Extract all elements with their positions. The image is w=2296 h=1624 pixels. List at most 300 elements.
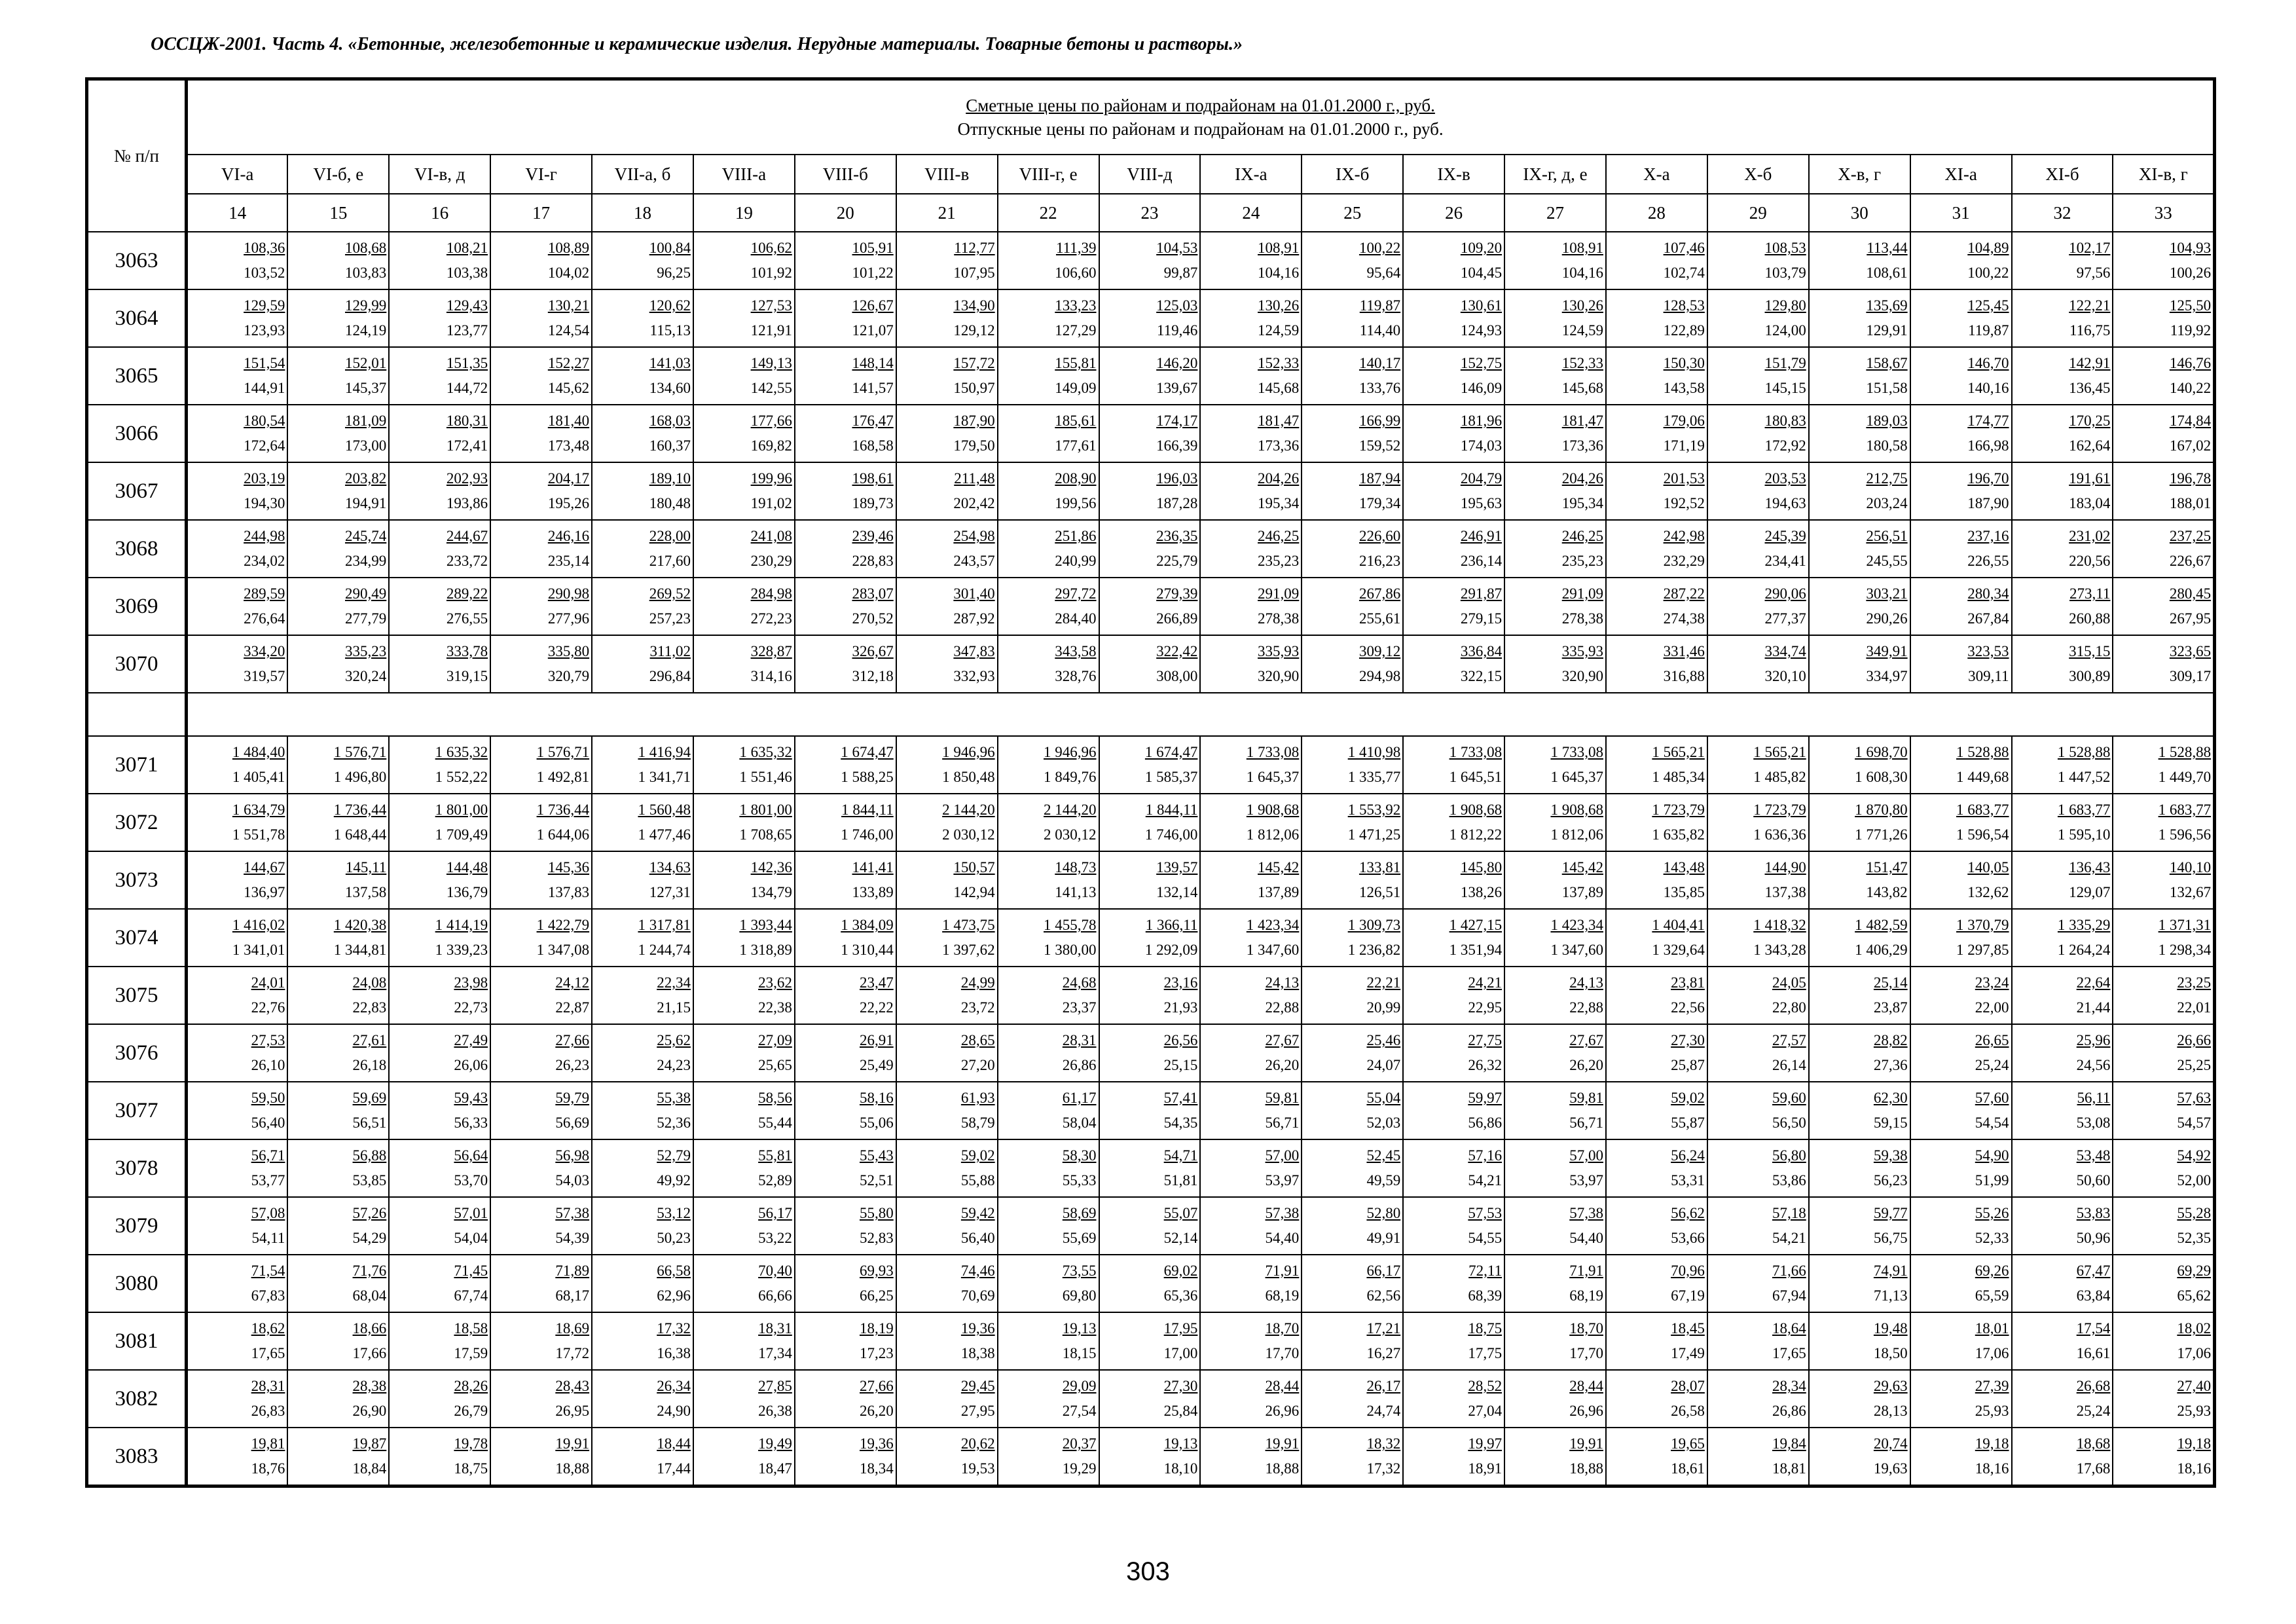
release-price: 1 645,51: [1449, 769, 1503, 785]
price-cell: [1099, 1082, 1201, 1139]
price-cell: [1403, 1370, 1504, 1428]
estimated-price: 1 674,47: [1144, 744, 1198, 760]
price-cell: [1910, 967, 2012, 1024]
price-cell: [1809, 1082, 1910, 1139]
release-price: 22,22: [859, 999, 894, 1016]
estimated-price: 203,82: [345, 470, 387, 487]
price-cell: [1504, 736, 1606, 794]
price-cell: [1606, 1024, 1707, 1082]
estimated-price: 236,35: [1156, 528, 1198, 544]
table-row: [87, 347, 2215, 405]
price-cell: [287, 635, 389, 693]
price-cell: [592, 1082, 693, 1139]
price-cell: [389, 967, 490, 1024]
estimated-price: 18,70: [1265, 1320, 1300, 1337]
estimated-price: 22,21: [1366, 974, 1401, 991]
estimated-price: 19,18: [2177, 1435, 2212, 1452]
price-cell: [490, 635, 592, 693]
release-price: 52,35: [2177, 1230, 2212, 1246]
release-price: 63,84: [2076, 1287, 2111, 1304]
estimated-price: 108,68: [345, 240, 387, 256]
estimated-price: 1 423,34: [1246, 917, 1300, 933]
price-cell: [896, 1139, 998, 1197]
release-price: 119,92: [2170, 322, 2212, 339]
estimated-price: 24,05: [1772, 974, 1806, 991]
estimated-price: 59,60: [1772, 1090, 1806, 1106]
price-cell: [2113, 1024, 2214, 1082]
table-body-group-2: [87, 736, 2215, 1486]
price-cell: [1099, 232, 1201, 289]
estimated-price: 134,63: [649, 859, 691, 876]
price-cell: [1707, 736, 1809, 794]
region-header: VI-г: [490, 155, 592, 194]
estimated-price: 59,97: [1468, 1090, 1503, 1106]
price-cell: [795, 1024, 896, 1082]
estimated-price: 56,11: [2077, 1090, 2111, 1106]
price-cell: [795, 289, 896, 347]
release-price: 18,38: [960, 1345, 995, 1361]
estimated-price: 256,51: [1866, 528, 1908, 544]
estimated-price: 18,69: [555, 1320, 590, 1337]
estimated-price: 141,03: [649, 355, 691, 371]
price-cell: [1707, 232, 1809, 289]
price-cell: [490, 1255, 592, 1312]
row-number: 3078: [87, 1139, 187, 1197]
estimated-price: 1 416,02: [232, 917, 285, 933]
estimated-price: 20,74: [1873, 1435, 1908, 1452]
price-cell: [389, 1082, 490, 1139]
price-cell: [1606, 1428, 1707, 1486]
estimated-price: 297,72: [1055, 585, 1097, 602]
price-cell: [1302, 289, 1403, 347]
price-cell: [1099, 1312, 1201, 1370]
estimated-price: 1 420,38: [333, 917, 387, 933]
release-price: 168,58: [852, 437, 894, 454]
price-cell: [2113, 1255, 2214, 1312]
estimated-price: 22,34: [657, 974, 691, 991]
estimated-price: 287,22: [1663, 585, 1705, 602]
estimated-price: 109,20: [1460, 240, 1503, 256]
release-price: 1 585,37: [1144, 769, 1198, 785]
price-cell: [795, 794, 896, 851]
price-cell: [187, 462, 288, 520]
estimated-price: 119,87: [1359, 297, 1401, 314]
price-cell: [1809, 232, 1910, 289]
price-cell: [1099, 578, 1201, 635]
estimated-price: 151,79: [1764, 355, 1806, 371]
price-cell: [490, 794, 592, 851]
release-price: 234,41: [1764, 553, 1806, 569]
release-price: 58,04: [1062, 1115, 1097, 1131]
row-number: 3075: [87, 967, 187, 1024]
price-cell: [1403, 520, 1504, 578]
estimated-price: 322,42: [1156, 643, 1198, 659]
estimated-price: 71,76: [352, 1263, 387, 1279]
estimated-price: 290,49: [345, 585, 387, 602]
price-cell: [795, 736, 896, 794]
estimated-price: 56,98: [555, 1147, 590, 1164]
estimated-price: 157,72: [953, 355, 995, 371]
price-cell: [1707, 1197, 1809, 1255]
release-price: 54,29: [352, 1230, 387, 1246]
price-cell: [1302, 1024, 1403, 1082]
estimated-price: 27,40: [2177, 1378, 2212, 1394]
price-cell: [287, 1312, 389, 1370]
price-cell: [998, 462, 1099, 520]
release-price: 56,40: [960, 1230, 995, 1246]
release-price: 1 708,65: [739, 826, 792, 843]
release-price: 294,98: [1358, 668, 1401, 684]
price-cell: [1606, 967, 1707, 1024]
release-price: 1 636,36: [1753, 826, 1806, 843]
estimated-price: 1 528,88: [1956, 744, 2009, 760]
estimated-price: 290,98: [547, 585, 590, 602]
release-price: 277,96: [547, 610, 590, 627]
price-cell: [1707, 289, 1809, 347]
release-price: 127,29: [1055, 322, 1097, 339]
release-price: 26,18: [352, 1057, 387, 1073]
release-price: 162,64: [2069, 437, 2111, 454]
estimated-price: 150,57: [953, 859, 995, 876]
release-price: 121,91: [750, 322, 792, 339]
release-price: 319,57: [244, 668, 285, 684]
region-header: X-б: [1707, 155, 1809, 194]
estimated-price: 1 946,96: [1044, 744, 1097, 760]
price-cell: [693, 347, 795, 405]
price-cell: [389, 578, 490, 635]
release-price: 174,03: [1460, 437, 1503, 454]
estimated-price: 226,60: [1358, 528, 1401, 544]
release-price: 183,04: [2069, 495, 2111, 511]
price-cell: [998, 794, 1099, 851]
price-cell: [1403, 635, 1504, 693]
price-cell: [1809, 736, 1910, 794]
estimated-price: 158,67: [1866, 355, 1908, 371]
price-cell: [896, 909, 998, 967]
release-price: 1 341,71: [638, 769, 691, 785]
estimated-price: 54,92: [2177, 1147, 2212, 1164]
estimated-price: 289,22: [446, 585, 488, 602]
price-cell: [693, 232, 795, 289]
release-price: 1 492,81: [536, 769, 590, 785]
estimated-price: 71,66: [1772, 1263, 1806, 1279]
price-cell: [1302, 232, 1403, 289]
price-cell: [1504, 578, 1606, 635]
estimated-price: 20,37: [1062, 1435, 1097, 1452]
release-price: 194,30: [244, 495, 285, 511]
release-price: 132,14: [1156, 884, 1198, 900]
estimated-price: 155,81: [1055, 355, 1097, 371]
estimated-price: 27,67: [1569, 1032, 1603, 1048]
release-price: 1 335,77: [1347, 769, 1401, 785]
release-price: 139,67: [1156, 380, 1198, 396]
release-price: 17,06: [1975, 1345, 2009, 1361]
estimated-price: 1 528,88: [2158, 744, 2212, 760]
release-price: 235,14: [547, 553, 590, 569]
estimated-price: 129,99: [345, 297, 387, 314]
price-cell: [1606, 289, 1707, 347]
estimated-price: 26,34: [657, 1378, 691, 1394]
price-cell: [490, 1082, 592, 1139]
release-price: 1 746,00: [841, 826, 894, 843]
price-cell: [2012, 347, 2113, 405]
estimated-price: 24,12: [555, 974, 590, 991]
price-cell: [1200, 1024, 1302, 1082]
estimated-price: 28,44: [1569, 1378, 1603, 1394]
release-price: 160,37: [649, 437, 691, 454]
estimated-price: 202,93: [446, 470, 488, 487]
estimated-price: 196,03: [1156, 470, 1198, 487]
release-price: 22,76: [251, 999, 285, 1016]
estimated-price: 67,47: [2076, 1263, 2111, 1279]
estimated-price: 24,68: [1062, 974, 1097, 991]
estimated-price: 57,08: [251, 1205, 285, 1221]
estimated-price: 1 801,00: [739, 802, 792, 818]
estimated-price: 168,03: [649, 413, 691, 429]
release-price: 193,86: [446, 495, 488, 511]
region-header: XI-б: [2012, 155, 2113, 194]
estimated-price: 59,79: [555, 1090, 590, 1106]
estimated-price: 204,26: [1561, 470, 1603, 487]
release-price: 1 406,29: [1855, 942, 1908, 958]
estimated-price: 127,53: [750, 297, 792, 314]
price-cell: [795, 1370, 896, 1428]
estimated-price: 58,56: [758, 1090, 792, 1106]
release-price: 103,38: [446, 265, 488, 281]
price-cell: [490, 909, 592, 967]
release-price: 144,91: [244, 380, 285, 396]
price-cell: [1707, 1312, 1809, 1370]
price-cell: [592, 1255, 693, 1312]
release-price: 1 347,60: [1246, 942, 1300, 958]
release-price: 217,60: [649, 553, 691, 569]
estimated-price: 347,83: [953, 643, 995, 659]
estimated-price: 136,43: [2069, 859, 2111, 876]
price-cell: [287, 1139, 389, 1197]
price-cell: [1200, 462, 1302, 520]
estimated-price: 22,64: [2076, 974, 2111, 991]
price-cell: [795, 1197, 896, 1255]
estimated-price: 283,07: [852, 585, 894, 602]
release-price: 26,58: [1671, 1403, 1705, 1419]
estimated-price: 133,81: [1358, 859, 1401, 876]
estimated-price: 59,69: [352, 1090, 387, 1106]
price-cell: [998, 289, 1099, 347]
estimated-price: 148,14: [852, 355, 894, 371]
estimated-price: 291,09: [1258, 585, 1300, 602]
release-price: 276,64: [244, 610, 285, 627]
estimated-price: 246,25: [1561, 528, 1603, 544]
price-cell: [1504, 967, 1606, 1024]
release-price: 173,36: [1561, 437, 1603, 454]
price-cell: [1302, 1312, 1403, 1370]
estimated-price: 134,90: [953, 297, 995, 314]
release-price: 236,14: [1460, 553, 1503, 569]
release-price: 1 485,34: [1652, 769, 1705, 785]
release-price: 18,61: [1671, 1460, 1705, 1477]
price-cell: [1302, 1255, 1403, 1312]
estimated-price: 181,09: [345, 413, 387, 429]
price-table-container: [85, 77, 2213, 1488]
column-number: 16: [389, 194, 490, 232]
release-price: 149,09: [1055, 380, 1097, 396]
estimated-price: 1 384,09: [841, 917, 894, 933]
price-cell: [2113, 909, 2214, 967]
release-price: 137,38: [1764, 884, 1806, 900]
release-price: 16,61: [2076, 1345, 2111, 1361]
release-price: 235,23: [1258, 553, 1300, 569]
release-price: 169,82: [750, 437, 792, 454]
estimated-price: 1 410,98: [1347, 744, 1401, 760]
estimated-price: 69,26: [1975, 1263, 2009, 1279]
estimated-price: 126,67: [852, 297, 894, 314]
estimated-price: 57,53: [1468, 1205, 1503, 1221]
release-price: 101,22: [852, 265, 894, 281]
release-price: 320,90: [1258, 668, 1300, 684]
release-price: 55,87: [1671, 1115, 1705, 1131]
estimated-price: 290,06: [1764, 585, 1806, 602]
release-price: 56,40: [251, 1115, 285, 1131]
estimated-price: 1 683,77: [2057, 802, 2111, 818]
price-cell: [998, 1370, 1099, 1428]
estimated-price: 196,70: [1967, 470, 2009, 487]
price-cell: [389, 462, 490, 520]
price-cell: [998, 347, 1099, 405]
price-cell: [693, 1024, 795, 1082]
estimated-price: 57,18: [1772, 1205, 1806, 1221]
release-price: 22,38: [758, 999, 792, 1016]
price-cell: [1200, 1428, 1302, 1486]
release-price: 24,07: [1366, 1057, 1401, 1073]
estimated-price: 1 635,32: [739, 744, 792, 760]
release-price: 54,57: [2177, 1115, 2212, 1131]
estimated-price: 18,31: [758, 1320, 792, 1337]
estimated-price: 1 723,79: [1652, 802, 1705, 818]
estimated-price: 187,94: [1358, 470, 1401, 487]
price-cell: [1302, 794, 1403, 851]
price-cell: [287, 1197, 389, 1255]
release-price: 276,55: [446, 610, 488, 627]
estimated-price: 181,40: [547, 413, 590, 429]
release-price: 58,79: [960, 1115, 995, 1131]
estimated-price: 28,34: [1772, 1378, 1806, 1394]
release-price: 1 298,34: [2158, 942, 2212, 958]
price-cell: [1606, 1197, 1707, 1255]
estimated-price: 189,03: [1866, 413, 1908, 429]
estimated-price: 311,02: [649, 643, 691, 659]
price-cell: [592, 1370, 693, 1428]
price-cell: [592, 909, 693, 967]
release-price: 272,23: [750, 610, 792, 627]
table-row: [87, 794, 2215, 851]
estimated-price: 1 370,79: [1956, 917, 2009, 933]
release-price: 104,16: [1561, 265, 1603, 281]
price-cell: [1606, 794, 1707, 851]
estimated-price: 74,46: [960, 1263, 995, 1279]
price-cell: [896, 1370, 998, 1428]
price-cell: [592, 289, 693, 347]
price-cell: [1099, 967, 1201, 1024]
estimated-price: 26,91: [859, 1032, 894, 1048]
price-cell: [1606, 1370, 1707, 1428]
price-cell: [1403, 1024, 1504, 1082]
price-cell: [187, 1139, 288, 1197]
estimated-price: 23,25: [2177, 974, 2212, 991]
price-cell: [1403, 909, 1504, 967]
estimated-price: 130,21: [547, 297, 590, 314]
estimated-price: 23,98: [454, 974, 488, 991]
price-cell: [998, 851, 1099, 909]
release-price: 67,83: [251, 1287, 285, 1304]
price-cell: [1200, 1139, 1302, 1197]
price-cell: [592, 347, 693, 405]
release-price: 17,68: [2076, 1460, 2111, 1477]
price-table: [85, 77, 2216, 1488]
table-row: [87, 405, 2215, 462]
estimated-price: 58,69: [1062, 1205, 1097, 1221]
release-price: 314,16: [750, 668, 792, 684]
column-number: 25: [1302, 194, 1403, 232]
price-cell: [1403, 736, 1504, 794]
release-price: 53,22: [758, 1230, 792, 1246]
price-cell: [1606, 1139, 1707, 1197]
price-cell: [2113, 1370, 2214, 1428]
price-cell: [1099, 520, 1201, 578]
estimated-price: 18,70: [1569, 1320, 1603, 1337]
estimated-price: 142,91: [2069, 355, 2111, 371]
estimated-price: 28,43: [555, 1378, 590, 1394]
release-price: 17,32: [1366, 1460, 1401, 1477]
release-price: 2 030,12: [942, 826, 995, 843]
release-price: 195,26: [547, 495, 590, 511]
release-price: 27,36: [1873, 1057, 1908, 1073]
release-price: 56,69: [555, 1115, 590, 1131]
price-cell: [2012, 289, 2113, 347]
estimated-price: 57,26: [352, 1205, 387, 1221]
release-price: 71,13: [1873, 1287, 1908, 1304]
release-price: 26,96: [1265, 1403, 1300, 1419]
estimated-price: 18,75: [1468, 1320, 1503, 1337]
price-cell: [287, 909, 389, 967]
row-number: 3067: [87, 462, 187, 520]
release-price: 1 236,82: [1347, 942, 1401, 958]
estimated-price: 55,43: [859, 1147, 894, 1164]
price-cell: [187, 1255, 288, 1312]
price-cell: [2012, 1024, 2113, 1082]
release-price: 23,72: [960, 999, 995, 1016]
estimated-price: 52,79: [657, 1147, 691, 1164]
estimated-price: 56,71: [251, 1147, 285, 1164]
release-price: 18,75: [454, 1460, 488, 1477]
release-price: 95,64: [1366, 265, 1401, 281]
price-cell: [693, 1428, 795, 1486]
release-price: 17,66: [352, 1345, 387, 1361]
estimated-price: 55,38: [657, 1090, 691, 1106]
estimated-price: 52,45: [1366, 1147, 1401, 1164]
estimated-price: 27,30: [1671, 1032, 1705, 1048]
price-cell: [1910, 909, 2012, 967]
price-cell: [1200, 851, 1302, 909]
estimated-price: 144,67: [244, 859, 285, 876]
estimated-price: 104,53: [1156, 240, 1198, 256]
estimated-price: 56,88: [352, 1147, 387, 1164]
release-price: 255,61: [1358, 610, 1401, 627]
release-price: 56,51: [352, 1115, 387, 1131]
release-price: 49,91: [1366, 1230, 1401, 1246]
estimated-price: 309,12: [1358, 643, 1401, 659]
estimated-price: 74,91: [1873, 1263, 1908, 1279]
price-cell: [2113, 232, 2214, 289]
